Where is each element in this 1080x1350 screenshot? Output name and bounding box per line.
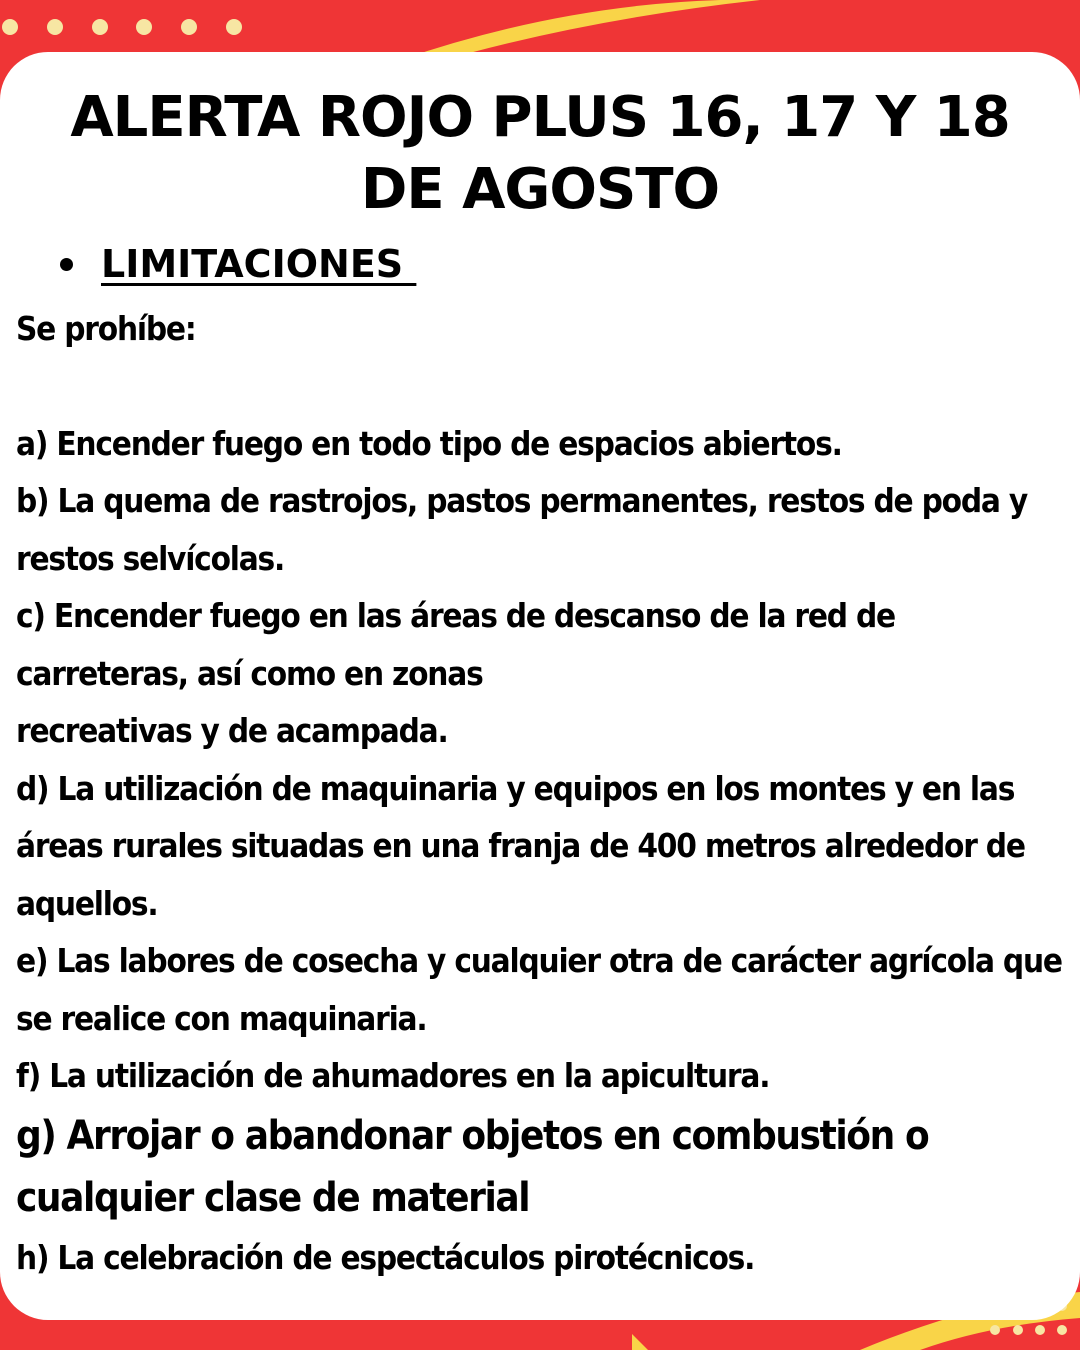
bullet-dot-icon [60, 258, 73, 271]
section-label: LIMITACIONES [101, 242, 417, 286]
list-item-e: e) Las labores de cosecha y cualquier otra de carácter agrícola que se realice con maquinaria. [16, 941, 1062, 1038]
list-item-d: d) La utilización de maquinaria y equipos en los montes y en las áreas rurales situadas en una franja de 400 metros alrededor de aquellos. [16, 768, 1025, 923]
list-item-f: f) La utilización de ahumadores en la apicultura. [16, 1056, 770, 1095]
intro-text: Se prohíbe: [16, 309, 196, 348]
list-item-c: c) Encender fuego en las áreas de descanso de la red de carreteras, así como en zonas [16, 596, 895, 693]
top-dots [2, 19, 242, 35]
list-item-g: g) Arrojar o abandonar objetos en combustión o cualquier clase de material [16, 1112, 929, 1221]
list-item-b: b) La quema de rastrojos, pastos permanentes, restos de poda y restos selvícolas. [16, 481, 1028, 578]
list-item-c-continuation: recreativas y de acampada. [16, 711, 448, 750]
section-heading [60, 237, 416, 291]
list-item-h: h) La celebración de espectáculos pirotécnicos. [16, 1237, 755, 1277]
bottom-yellow-mark [632, 1334, 648, 1350]
list-item-a: a) Encender fuego en todo tipo de espacios abiertos. [16, 423, 842, 463]
page-title: ALERTA ROJO PLUS 16, 17 Y 18 DE AGOSTO [70, 85, 1010, 222]
limitations-list [16, 300, 1074, 1286]
